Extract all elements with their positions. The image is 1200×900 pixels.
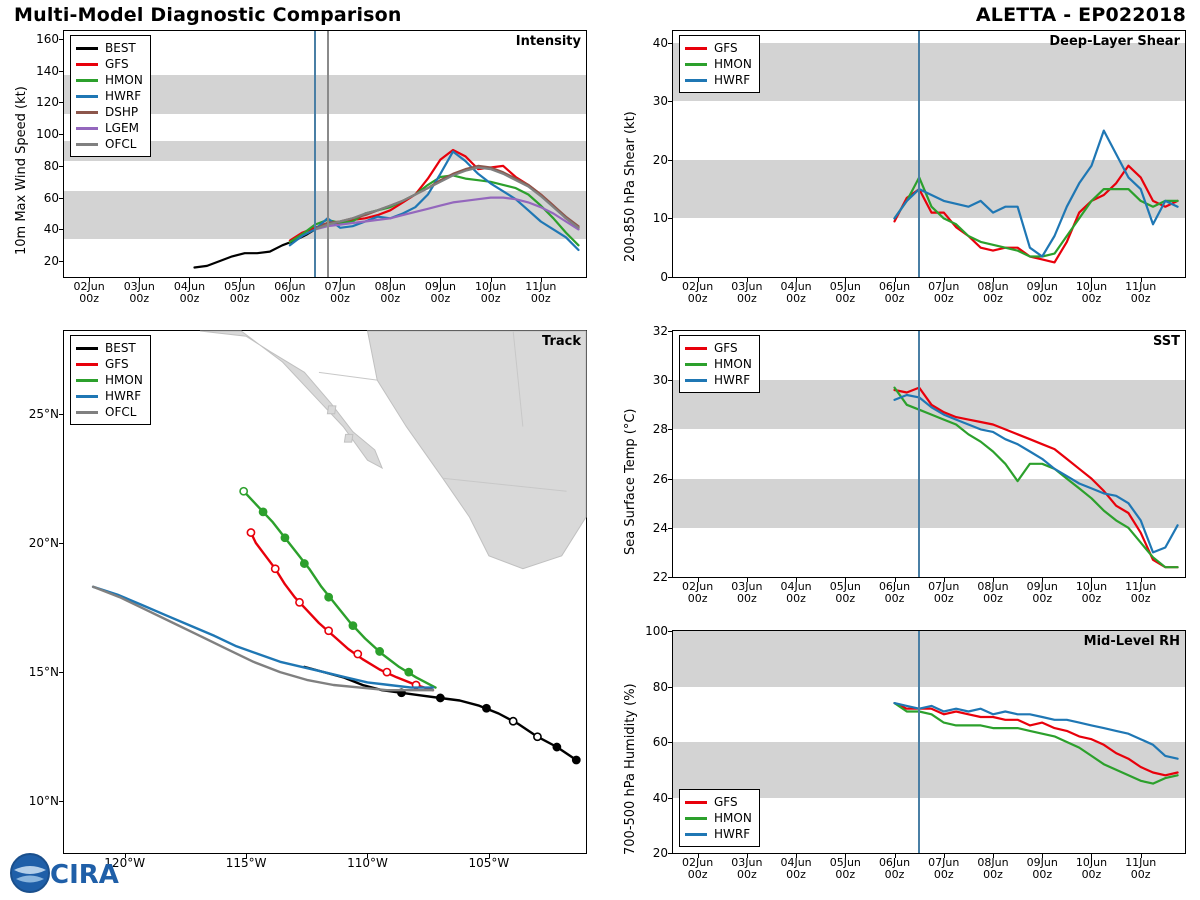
track-marker	[534, 733, 541, 740]
legend-swatch	[76, 395, 98, 398]
track-plot	[28, 330, 587, 870]
legend-swatch	[685, 833, 707, 836]
track-marker	[510, 718, 517, 725]
legend-label: GFS	[714, 795, 738, 809]
x-tick-label: 05Jun 00z	[829, 280, 861, 305]
legend-label: HWRF	[714, 73, 751, 87]
x-tick-label: 08Jun 00z	[977, 856, 1009, 881]
x-tick-label: 07Jun 00z	[928, 856, 960, 881]
series-line-gfs	[290, 150, 579, 241]
legend-swatch	[685, 47, 707, 50]
shear-title: Deep-Layer Shear	[1049, 34, 1180, 49]
x-tick-label: 07Jun 00z	[928, 280, 960, 305]
legend-item-gfs	[76, 56, 143, 72]
legend-swatch	[76, 363, 98, 366]
y-tick-label: 32	[652, 324, 668, 338]
y-tick-label: 100	[36, 127, 59, 142]
x-tick-label: 11Jun 00z	[525, 280, 557, 305]
y-tick-mark	[668, 331, 673, 332]
shear-plot	[652, 30, 1186, 305]
legend-label: GFS	[714, 341, 738, 355]
x-tick-label: 06Jun 00z	[878, 856, 911, 881]
series-line-gfs	[895, 388, 1178, 568]
x-tick-label: 02Jun 00z	[682, 856, 714, 881]
y-tick-label: 26	[652, 471, 668, 486]
y-tick-mark	[59, 229, 64, 230]
track-marker	[483, 705, 490, 712]
y-tick-mark	[59, 39, 64, 40]
y-tick-label: 25°N	[28, 406, 59, 421]
track-marker	[349, 622, 356, 629]
legend-swatch	[76, 143, 98, 146]
x-tick-label: 02Jun 00z	[73, 280, 105, 305]
page-title: Multi-Model Diagnostic Comparison	[14, 4, 402, 26]
x-tick-label: 06Jun 00z	[878, 280, 911, 305]
legend-item-hwrf	[685, 72, 752, 88]
y-tick-label: 60	[43, 190, 59, 205]
x-tick-label: 04Jun 00z	[173, 280, 206, 305]
y-tick-label: 15°N	[28, 665, 59, 680]
y-tick-mark	[59, 198, 64, 199]
x-tick-label: 08Jun 00z	[977, 280, 1009, 305]
series-line-hwrf	[895, 131, 1178, 257]
y-tick-mark	[668, 380, 673, 381]
y-tick-label: 120	[36, 95, 59, 110]
y-tick-mark	[668, 218, 673, 219]
x-tick-label: 02Jun 00z	[682, 280, 714, 305]
x-tick-label: 05Jun 00z	[829, 580, 861, 605]
legend-swatch	[76, 127, 98, 130]
x-tick-label: 03Jun 00z	[731, 280, 763, 305]
y-tick-label: 10	[652, 211, 668, 226]
y-tick-label: 100	[645, 624, 668, 638]
current-time-line	[918, 331, 920, 577]
legend	[70, 35, 151, 157]
y-tick-mark	[668, 479, 673, 480]
legend-label: BEST	[105, 341, 136, 355]
svg-text:CIRA: CIRA	[50, 860, 119, 890]
track-marker	[247, 529, 254, 536]
y-tick-mark	[668, 577, 673, 578]
rh-title: Mid-Level RH	[1083, 634, 1180, 649]
legend-swatch	[76, 411, 98, 414]
x-tick-label: 07Jun 00z	[324, 280, 356, 305]
legend-swatch	[76, 63, 98, 66]
track-marker	[296, 599, 303, 606]
legend-item-hwrf	[76, 88, 143, 104]
x-tick-label: 110°W	[347, 856, 388, 870]
legend-item-gfs	[685, 794, 752, 810]
current-time-line	[314, 31, 316, 277]
track-marker	[573, 756, 580, 763]
x-tick-label: 105°W	[468, 856, 510, 870]
x-tick-label: 04Jun 00z	[780, 580, 812, 605]
y-tick-label: 60	[652, 735, 668, 749]
x-tick-label: 05Jun 00z	[829, 856, 861, 881]
legend-item-hwrf	[685, 826, 752, 842]
y-tick-label: 30	[652, 94, 668, 109]
x-tick-label: 09Jun 00z	[1026, 856, 1058, 881]
rh-y-axis-label: 700-500 hPa Humidity (%)	[623, 683, 638, 855]
track-title: Track	[542, 334, 581, 349]
intensity-plot	[36, 30, 587, 305]
y-tick-label: 22	[652, 570, 668, 584]
track-marker	[325, 594, 332, 601]
x-tick-label: 04Jun 00z	[780, 280, 812, 305]
track-marker	[405, 669, 412, 676]
legend-item-dshp	[76, 104, 143, 120]
legend-item-hwrf	[685, 372, 752, 388]
legend-item-ofcl	[76, 136, 143, 152]
y-tick-label: 80	[43, 158, 59, 173]
legend-item-ofcl	[76, 404, 143, 420]
legend-item-hmon	[685, 356, 752, 372]
legend-label: HMON	[714, 57, 752, 71]
track-marker	[354, 650, 361, 657]
legend-label: HMON	[714, 357, 752, 371]
legend-swatch	[685, 801, 707, 804]
legend-item-hmon	[685, 56, 752, 72]
legend-label: HWRF	[714, 373, 751, 387]
y-tick-label: 20	[652, 846, 668, 860]
y-tick-mark	[668, 429, 673, 430]
y-tick-mark	[668, 798, 673, 799]
track-marker	[437, 694, 444, 701]
legend	[679, 35, 760, 93]
legend-label: OFCL	[105, 137, 137, 151]
legend	[679, 789, 760, 847]
y-tick-label: 80	[652, 679, 668, 694]
series-line-hmon	[895, 177, 1178, 256]
legend-label: HWRF	[105, 389, 142, 403]
x-tick-label: 09Jun 00z	[1026, 280, 1058, 305]
legend-swatch	[685, 347, 707, 350]
y-tick-mark	[668, 742, 673, 743]
y-tick-label: 40	[652, 790, 668, 805]
y-tick-mark	[59, 166, 64, 167]
legend-item-hmon	[76, 372, 143, 388]
legend-label: HMON	[105, 73, 143, 87]
y-tick-label: 140	[36, 63, 59, 78]
y-tick-label: 40	[652, 35, 668, 50]
x-tick-label: 02Jun 00z	[682, 580, 714, 605]
track-line-hwrf	[93, 587, 433, 688]
y-tick-mark	[668, 160, 673, 161]
y-tick-label: 160	[36, 31, 59, 46]
y-tick-mark	[668, 853, 673, 854]
x-tick-label: 04Jun 00z	[780, 856, 812, 881]
x-tick-label: 09Jun 00z	[424, 280, 457, 305]
track-marker	[383, 669, 390, 676]
y-tick-mark	[668, 687, 673, 688]
legend-item-best	[76, 40, 143, 56]
track-marker	[301, 560, 308, 567]
series-line-hwrf	[895, 395, 1178, 552]
y-tick-label: 24	[652, 520, 668, 535]
cira-logo	[8, 850, 126, 896]
track-marker	[553, 743, 560, 750]
x-tick-label: 06Jun 00z	[878, 580, 911, 605]
intensity-y-axis-label: 10m Max Wind Speed (kt)	[14, 86, 29, 255]
legend-label: OFCL	[105, 405, 137, 419]
legend-swatch	[685, 817, 707, 820]
y-tick-mark	[668, 43, 673, 44]
legend-label: HMON	[105, 373, 143, 387]
y-tick-mark	[59, 71, 64, 72]
series-line-hmon	[895, 388, 1178, 568]
track-marker	[272, 565, 279, 572]
x-tick-label: 115°W	[225, 856, 267, 870]
y-tick-mark	[668, 277, 673, 278]
y-tick-mark	[59, 672, 64, 673]
legend-item-gfs	[685, 40, 752, 56]
x-tick-label: 10Jun 00z	[475, 280, 507, 305]
x-tick-label: 08Jun 00z	[977, 580, 1009, 605]
legend-label: HWRF	[105, 89, 142, 103]
x-tick-label: 05Jun 00z	[224, 280, 256, 305]
current-time-line	[918, 631, 920, 853]
y-tick-label: 0	[660, 270, 668, 284]
legend	[70, 335, 151, 425]
sst-title: SST	[1152, 334, 1180, 349]
legend-swatch	[685, 79, 707, 82]
legend-item-best	[76, 340, 143, 356]
y-tick-mark	[59, 102, 64, 103]
shear-y-axis-label: 200-850 hPa Shear (kt)	[623, 111, 638, 262]
x-tick-label: 11Jun 00z	[1125, 856, 1157, 881]
legend-item-hmon	[685, 810, 752, 826]
y-tick-mark	[59, 801, 64, 802]
legend-label: GFS	[714, 41, 738, 55]
legend-label: GFS	[105, 357, 129, 371]
x-tick-label: 03Jun 00z	[731, 856, 763, 881]
y-tick-label: 20°N	[28, 535, 59, 550]
legend-item-hmon	[76, 72, 143, 88]
legend-label: HMON	[714, 811, 752, 825]
track-marker	[259, 508, 266, 515]
legend-item-gfs	[685, 340, 752, 356]
y-tick-label: 20	[43, 254, 59, 269]
x-tick-label: 10Jun 00z	[1075, 580, 1108, 605]
track-line-ofcl	[93, 587, 433, 690]
legend-swatch	[685, 63, 707, 66]
x-tick-label: 08Jun 00z	[374, 280, 406, 305]
y-tick-mark	[59, 261, 64, 262]
x-tick-label: 11Jun 00z	[1125, 280, 1157, 305]
track-line-best	[304, 667, 576, 760]
legend-swatch	[76, 347, 98, 350]
x-tick-label: 03Jun 00z	[123, 280, 155, 305]
rh-plot	[645, 624, 1186, 881]
x-tick-label: 11Jun 00z	[1125, 580, 1157, 605]
legend-label: LGEM	[105, 121, 139, 135]
series-line-gfs	[895, 166, 1178, 263]
track-marker	[240, 488, 247, 495]
y-tick-mark	[59, 134, 64, 135]
y-tick-label: 30	[652, 373, 668, 388]
legend-label: BEST	[105, 41, 136, 55]
legend-swatch	[76, 95, 98, 98]
intensity-title: Intensity	[515, 34, 581, 49]
x-tick-label: 120°W	[104, 856, 146, 870]
legend-swatch	[76, 379, 98, 382]
x-tick-label: 07Jun 00z	[928, 580, 960, 605]
legend-item-hwrf	[76, 388, 143, 404]
legend-label: HWRF	[714, 827, 751, 841]
sst-y-axis-label: Sea Surface Temp (°C)	[623, 408, 638, 555]
x-tick-label: 09Jun 00z	[1026, 580, 1058, 605]
y-tick-label: 40	[43, 222, 59, 237]
y-tick-mark	[668, 631, 673, 632]
y-tick-label: 28	[652, 422, 668, 437]
series-line-gfs	[895, 703, 1178, 775]
sst-plot	[652, 324, 1186, 605]
legend-swatch	[76, 79, 98, 82]
x-tick-label: 10Jun 00z	[1075, 856, 1108, 881]
legend	[679, 335, 760, 393]
track-marker	[325, 627, 332, 634]
y-tick-mark	[59, 414, 64, 415]
y-tick-label: 20	[652, 152, 668, 167]
current-time-line	[327, 31, 329, 277]
legend-swatch	[685, 379, 707, 382]
legend-item-gfs	[76, 356, 143, 372]
current-time-line	[918, 31, 920, 277]
legend-item-lgem	[76, 120, 143, 136]
legend-label: GFS	[105, 57, 129, 71]
y-tick-label: 10°N	[28, 794, 59, 809]
legend-label: DSHP	[105, 105, 139, 119]
legend-swatch	[76, 47, 98, 50]
y-tick-mark	[668, 101, 673, 102]
storm-identifier: ALETTA - EP022018	[975, 4, 1186, 26]
x-tick-label: 03Jun 00z	[731, 580, 763, 605]
x-tick-label: 10Jun 00z	[1075, 280, 1108, 305]
track-marker	[376, 648, 383, 655]
legend-swatch	[76, 111, 98, 114]
y-tick-mark	[59, 543, 64, 544]
x-tick-label: 06Jun 00z	[274, 280, 306, 305]
y-tick-mark	[668, 528, 673, 529]
legend-swatch	[685, 363, 707, 366]
track-marker	[281, 534, 288, 541]
